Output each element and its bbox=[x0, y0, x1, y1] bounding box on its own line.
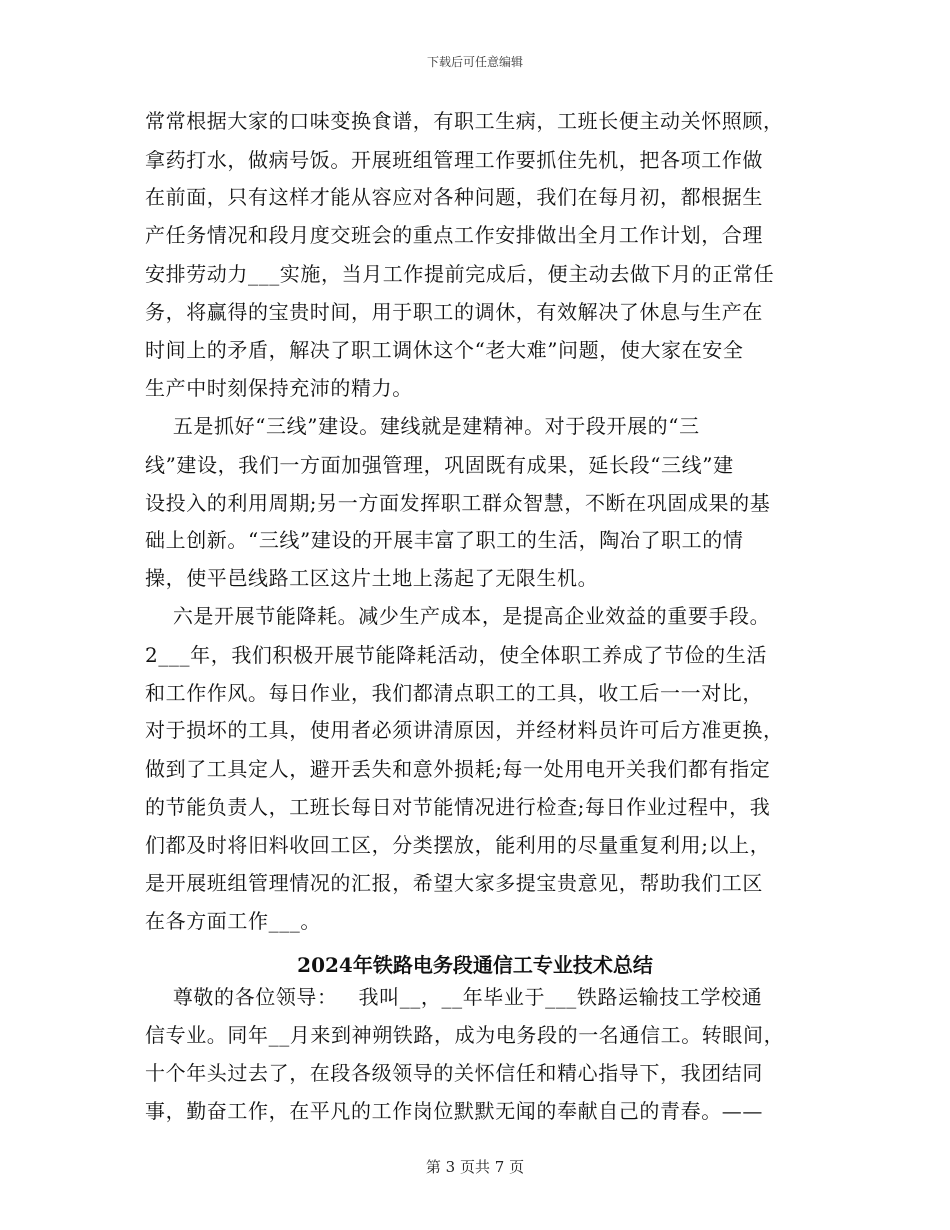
text-line: 产任务情况和段月度交班会的重点工作安排做出全月工作计划，合理 bbox=[145, 223, 763, 247]
text-line: 是开展班组管理情况的汇报，希望大家多提宝贵意见，帮助我们工区 bbox=[145, 871, 763, 895]
text-line: 五是抓好“三线”建设。建线就是建精神。对于段开展的“三 bbox=[145, 414, 700, 438]
page-footer: 第 3 页共 7 页 bbox=[425, 1158, 525, 1176]
text-line: 务，将赢得的宝贵时间，用于职工的调休，有效解决了休息与生产在 bbox=[145, 300, 763, 324]
page-header: 下载后可任意编辑 bbox=[426, 55, 523, 69]
text-line: 时间上的矛盾，解决了职工调休这个“老大难”问题，使大家在安全 bbox=[145, 338, 744, 362]
text-line: 十个年头过去了，在段各级领导的关怀信任和精心指导下，我团结同 bbox=[145, 1061, 763, 1085]
text-line: 常常根据大家的口味变换食谱，有职工生病，工班长便主动关怀照顾， bbox=[145, 109, 784, 133]
text-line: 设投入的利用周期;另一方面发挥职工群众智慧，不断在巩固成果的基 bbox=[145, 491, 771, 515]
text-line: 们都及时将旧料收回工区，分类摆放，能利用的尽量重复利用;以上， bbox=[145, 833, 771, 857]
text-line: 础上创新。“三线”建设的开展丰富了职工的生活，陶冶了职工的情 bbox=[145, 528, 744, 552]
text-line: 线”建设，我们一方面加强管理，巩固既有成果，延长段“三线”建 bbox=[145, 453, 734, 477]
text-line: 2___年，我们积极开展节能降耗活动，使全体职工养成了节俭的生活 bbox=[145, 643, 767, 667]
text-line: 生产中时刻保持充沛的精力。 bbox=[145, 376, 413, 400]
text-line: 安排劳动力___实施，当月工作提前完成后，便主动去做下月的正常任 bbox=[145, 262, 775, 286]
text-line: 操，使平邑线路工区这片土地上荡起了无限生机。 bbox=[145, 566, 599, 590]
text-line: 做到了工具定人，避开丢失和意外损耗;每一处用电开关我们都有指定 bbox=[145, 757, 771, 781]
text-line: 在各方面工作___。 bbox=[145, 909, 321, 933]
text-line: 的节能负责人，工班长每日对节能情况进行检查;每日作业过程中，我 bbox=[145, 795, 771, 819]
text-line: 对于损坏的工具，使用者必须讲清原因，并经材料员许可后方准更换， bbox=[145, 718, 784, 742]
text-line: 拿药打水，做病号饭。开展班组管理工作要抓住先机，把各项工作做 bbox=[145, 148, 763, 172]
section-title: 2024年铁路电务段通信工专业技术总结 bbox=[297, 953, 653, 977]
text-line: 事，勤奋工作，在平凡的工作岗位默默无闻的奉献自己的青春。—— bbox=[145, 1099, 763, 1123]
text-line: 和工作作风。每日作业，我们都清点职工的工具，收工后一一对比， bbox=[145, 681, 763, 705]
text-line: 信专业。同年__月来到神朔铁路，成为电务段的一名通信工。转眼间， bbox=[145, 1023, 785, 1047]
text-line: 六是开展节能降耗。减少生产成本，是提高企业效益的重要手段。 bbox=[145, 604, 771, 628]
text-line: 在前面，只有这样才能从容应对各种问题，我们在每月初，都根据生 bbox=[145, 185, 763, 209]
text-line: 尊敬的各位领导： 我叫__，__年毕业于___铁路运输技工学校通 bbox=[145, 985, 763, 1009]
